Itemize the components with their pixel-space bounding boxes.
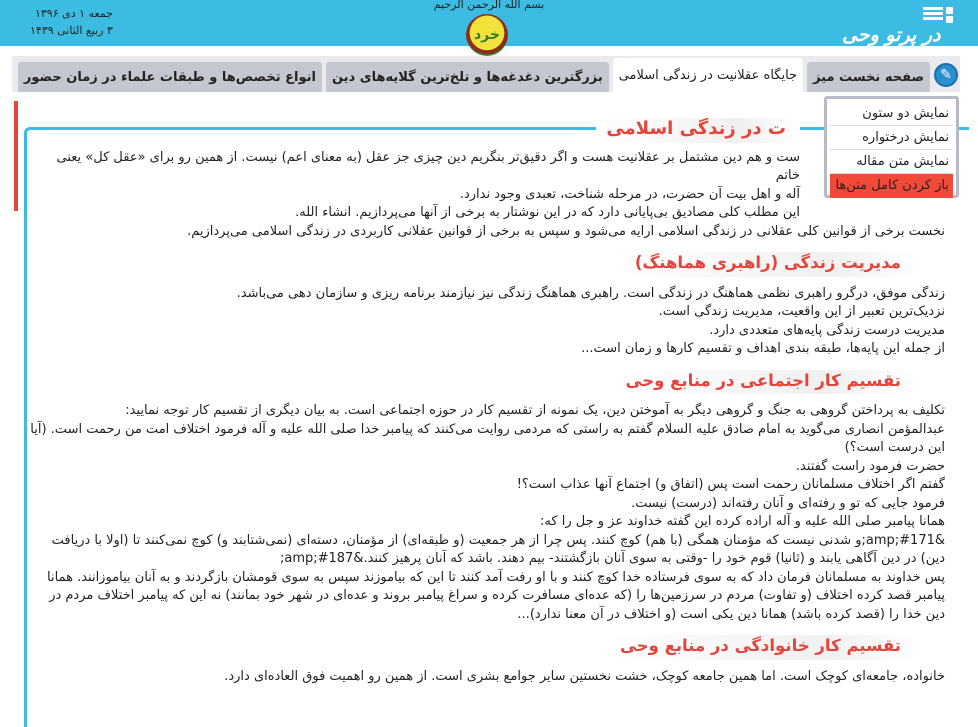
paragraph: مدیریت درست زندگی پایه‌های متعددی دارد.	[709, 322, 945, 338]
bismillah: بسم الله الرحمن الرحیم	[433, 0, 545, 11]
menu-item-two-columns[interactable]: نمایش دو ستون	[830, 102, 953, 126]
paragraph: گفتم اگر اختلاف مسلمانان رحمت است پس (اتفاق و) اجتماع آنها عذاب است؟!	[516, 477, 945, 492]
paragraph: نخست برخی از قوانین کلی عقلانی در زندگی اسلامی ارایه می‌شود و سپس به برخی از قوانین عقلانی کاربردی در زندگی اسلامی می‌پردازیم.	[187, 223, 945, 239]
menu-item-tree-view[interactable]: نمایش درختواره	[830, 126, 953, 150]
paragraph: پس خداوند به مسلمانان فرمان داد که به سوی فرستاده خدا کوچ کنند و با او رفت آمد کنند تا این که بیاموزند سپس به سوی قومشان بازگردند و به آنان بیاموزانند. همانا پیامبر قصد کرده اختلاف (و تفاوت) مردم در سرزمین‌ها را (که عده‌ای مسافرت کرده و سراغ پیامبر بروند و عده‌ای در شهر خود بمانند) نه این که پیامبر اختلاف مردم در دین خدا را (قصد کرده باشد) همانا دین یکی است (و اختلاف در آن معنا ندارد)...	[47, 569, 945, 622]
section-title: ت در زندگی اسلامی	[596, 118, 800, 143]
tab-concerns[interactable]: بزرگترین دغدغه‌ها و تلخ‌ترین گلایه‌های دین	[326, 62, 609, 92]
tab-bar	[12, 56, 960, 92]
date-lunar: ۳ ربیع الثانی ۱۴۳۹	[30, 24, 113, 37]
view-options-menu	[824, 96, 959, 198]
paragraph: آله و اهل بیت آن حضرت، در مرحله شناخت، تعبدی وجود ندارد.	[459, 186, 800, 202]
menu-item-article-text[interactable]: نمایش متن مقاله	[830, 150, 953, 174]
brand-logo[interactable]: در پرتو وحی	[842, 24, 941, 46]
article-body	[30, 118, 945, 697]
paragraph: عبدالمؤمن انصاری می‌گوید به امام صادق علیه السلام گفتم به راستی که مردمی روایت می‌کنند که پیامبر خدا صلی الله علیه و آله فرمود اختلاف امت من رحمت است. (آیا این درست است؟)	[30, 421, 945, 455]
wrench-icon[interactable]: ✎	[934, 63, 958, 87]
section	[30, 370, 945, 625]
tab-rationality[interactable]: جایگاه عقلانیت در زندگی اسلامی	[613, 58, 803, 92]
paragraph: از جمله این پایه‌ها، طبقه بندی اهداف و تقسیم کارها و زمان است...	[581, 341, 945, 356]
kherad-logo	[466, 14, 508, 56]
menu-item-expand-all[interactable]: باز کردن کامل متن‌ها	[830, 174, 953, 198]
section	[30, 118, 945, 241]
paragraph: نزدیک‌ترین تعبیر از این واقعیت، مدیریت زندگی است.	[658, 304, 945, 319]
section-title: تقسیم کار خانوادگی در منابع وحی	[610, 635, 915, 660]
paragraph: این مطلب کلی مصادیق بی‌پایانی دارد که در این نوشتار به برخی از آنها می‌پردازیم. انشاء الله.	[295, 205, 800, 220]
tab-scholars[interactable]: انواع تخصص‌ها و طبقات علماء در زمان حضور	[18, 62, 322, 92]
section	[30, 252, 945, 359]
paragraph: خانواده، جامعه‌ای کوچک است. اما همین جامعه کوچک، خشت نخستین سایر جوامع بشری است. از همین رو اهمیت فوق العاده‌ای دارد.	[224, 668, 945, 684]
scroll-indicator	[14, 101, 18, 211]
menu-icon[interactable]	[923, 5, 953, 29]
paragraph: ست و هم دین مشتمل بر عقلانیت هست و اگر دقیق‌تر بنگریم دین چیزی جز عقل (به معنای اعم) نیست. از همین رو برای «عقل کل» یعنی خاتم	[56, 149, 800, 183]
paragraph: تکلیف به پرداختن گروهی به جنگ و گروهی دیگر به آموختن دین، یک نمونه از تقسیم کار در حوزه اجتماعی است. به بیان دیگری از تقسیم کار توجه نمایید:	[125, 403, 945, 418]
tab-home[interactable]: صفحه نخست میز	[807, 62, 930, 92]
logo-text: خرد	[474, 27, 500, 43]
paragraph: زندگی موفق، درگرو راهبری نظمی هماهنگ در زندگی است. راهبری هماهنگ زندگی نیز نیازمند برنامه ریزی و سازمان دهی می‌باشد.	[236, 285, 945, 301]
section-title: تقسیم کار اجتماعی در منابع وحی	[616, 370, 915, 395]
paragraph: فرمود جایی که تو و رفته‌ای و آنان رفته‌اند (درست) نیست.	[631, 495, 945, 511]
date-solar: جمعه ۱ دی ۱۳۹۶	[34, 7, 113, 20]
paragraph: حضرت فرمود راست گفتند.	[795, 458, 945, 474]
section-title: مدیریت زندگی (راهبری هماهنگ)	[625, 252, 915, 277]
paragraph: همانا پیامبر صلی الله علیه و آله اراده کرده این گفته خداوند عز و جل را که:	[540, 514, 945, 529]
paragraph: &amp;#171;و شدنی نیست که مؤمنان همگی (با هم) کوچ کنند. پس چرا از هر جمعیت (و طبقه‌ای) از مؤمنان، دسته‌ای (نمی‌شتابند و) کوچ نمی‌کنند تا (اولا با دریافت دین) در دین آگاهی یابند و (ثانیا) قوم خود را -وقتی به سوی آنان بازگشتند- بیم دهند. باشد که آنان پرهیز کنند.&amp;#187;	[51, 532, 945, 566]
date-display	[30, 5, 113, 39]
section	[30, 635, 945, 686]
